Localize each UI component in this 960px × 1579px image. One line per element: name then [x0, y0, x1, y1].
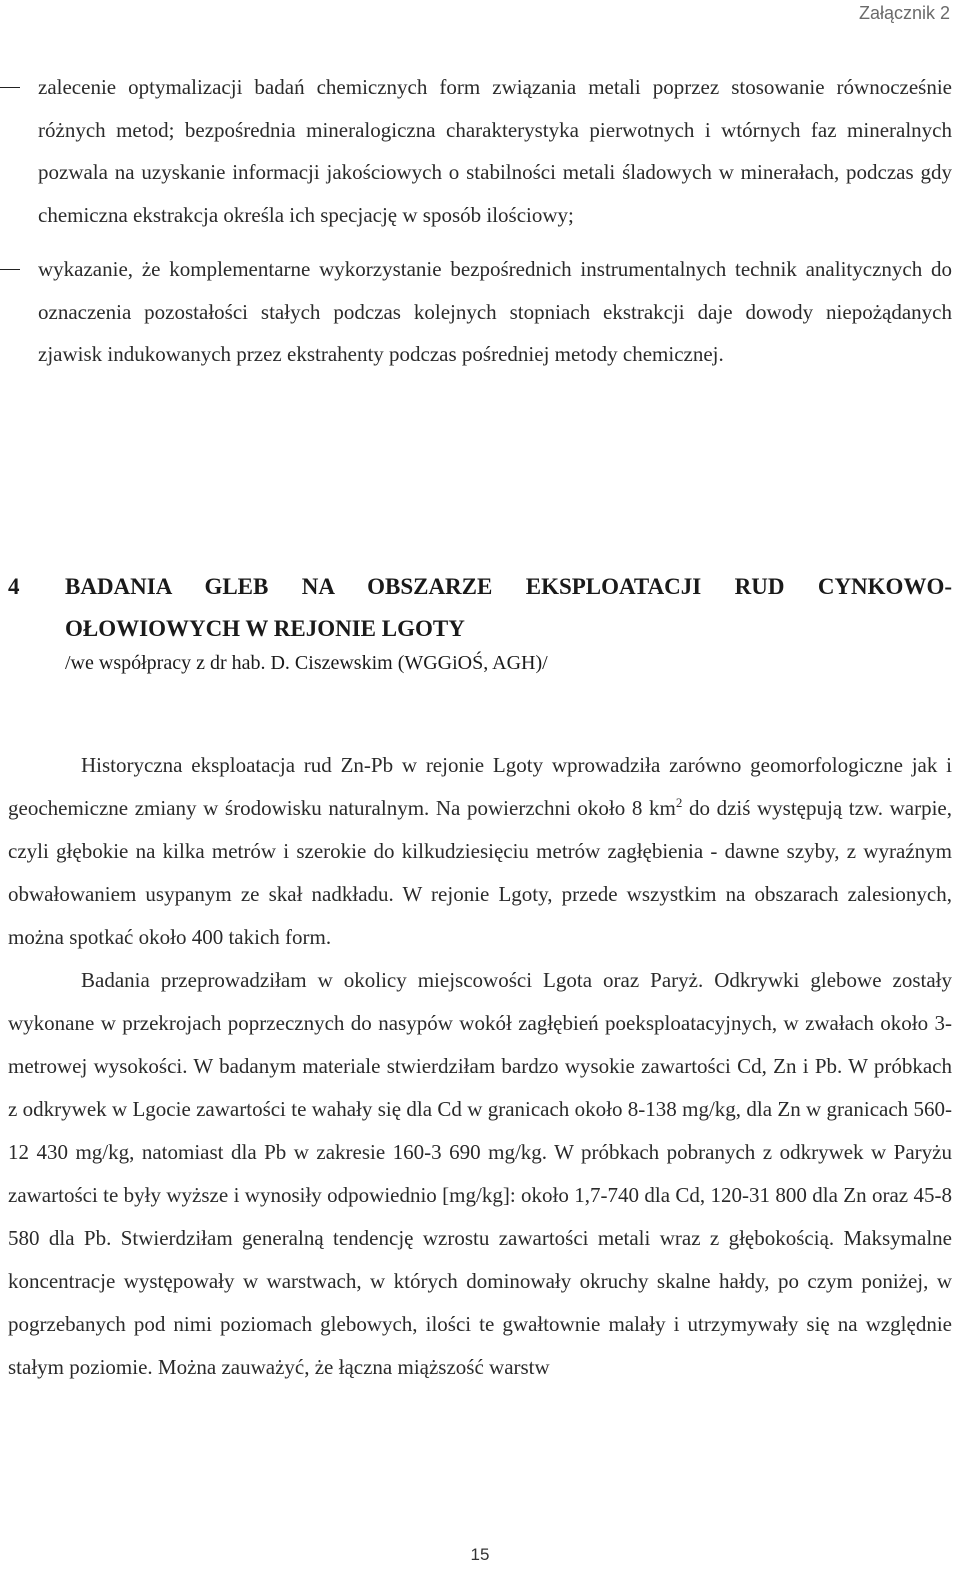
section-heading — [8, 566, 952, 650]
body-text — [8, 744, 952, 1389]
superscript: 2 — [675, 795, 683, 810]
dash-icon — [0, 87, 20, 88]
bullet-item — [0, 66, 952, 236]
bullet-item — [0, 248, 952, 376]
section-subtitle: /we współpracy z dr hab. D. Ciszewskim (WGGiOŚ, AGH)/ — [65, 652, 548, 674]
paragraph-text: do dziś występują tzw. warpie, czyli głębokie na kilka metrów i szerokie do kilkudziesięciu metrów zagłębienia - dawne szyby, z wyraźnym obwałowaniem usypanym ze skał nadkładu. W rejonie Lgoty, przede wszystkim na obszarach zalesionych, można spotkać około 400 takich form. — [8, 796, 952, 949]
dash-icon — [0, 269, 20, 270]
bullet-text: wykazanie, że komplementarne wykorzystanie bezpośrednich instrumentalnych technik analitycznych do oznaczenia pozostałości stałych podczas kolejnych stopniach ekstrakcji daje dowody niepożądanych zjawisk indukowanych przez ekstrahenty podczas pośredniej metody chemicznej. — [38, 257, 952, 366]
section-title: BADANIA GLEB NA OBSZARZE EKSPLOATACJI RUD CYNKOWO-OŁOWIOWYCH W REJONIE LGOTY — [65, 574, 952, 641]
bullet-text: zalecenie optymalizacji badań chemicznych form związania metali poprzez stosowanie równocześnie różnych metod; bezpośrednia mineralogiczna charakterystyka pierwotnych i wtórnych faz mineralnych pozwala na uzyskanie informacji jakościowych o stabilności metali śladowych w minerałach, podczas gdy chemiczna ekstrakcja określa ich specjację w sposób ilościowy; — [38, 75, 952, 227]
annex-label: Załącznik 2 — [858, 3, 950, 23]
section-number: 4 — [8, 574, 20, 599]
paragraph: Badania przeprowadziłam w okolicy miejscowości Lgota oraz Paryż. Odkrywki glebowe zostały wykonane w przekrojach poprzecznych do nasypów wokół zagłębień poeksploatacyjnych, w zwałach około 3-metrowej wysokości. W badanym materiale stwierdziłam bardzo wysokie zawartości Cd, Zn i Pb. W próbkach z odkrywek w Lgocie zawartości te wahały się dla Cd w granicach około 8-138 mg/kg, dla Zn w granicach 560-12 430 mg/kg, natomiast dla Pb w zakresie 160-3 690 mg/kg. W próbkach pobranych z odkrywek w Paryżu zawartości te były wyższe i wynosiły odpowiednio [mg/kg]: około 1,7-740 dla Cd, 120-31 800 dla Zn oraz 45-8 580 dla Pb. Stwierdziłam generalną tendencję wzrostu zawartości metali wraz z głębokością. Maksymalne koncentracje występowały w warstwach, w których dominowały okruchy skalne hałdy, po czym poniżej, w pogrzebanych pod nimi poziomach glebowych, ilości te gwałtownie malały i utrzymywały się na względnie stałym poziomie. Można zauważyć, że łączna miąższość warstw — [8, 968, 952, 1379]
page-number: 15 — [470, 1545, 490, 1564]
paragraph — [8, 744, 952, 959]
bullet-list — [0, 66, 952, 376]
paragraph-text: Historyczna eksploatacja rud Zn-Pb w rejonie Lgoty wprowadziła zarówno geomorfologiczne jak i geochemiczne zmiany w środowisku naturalnym. Na powierzchni około 8 km — [8, 753, 952, 820]
